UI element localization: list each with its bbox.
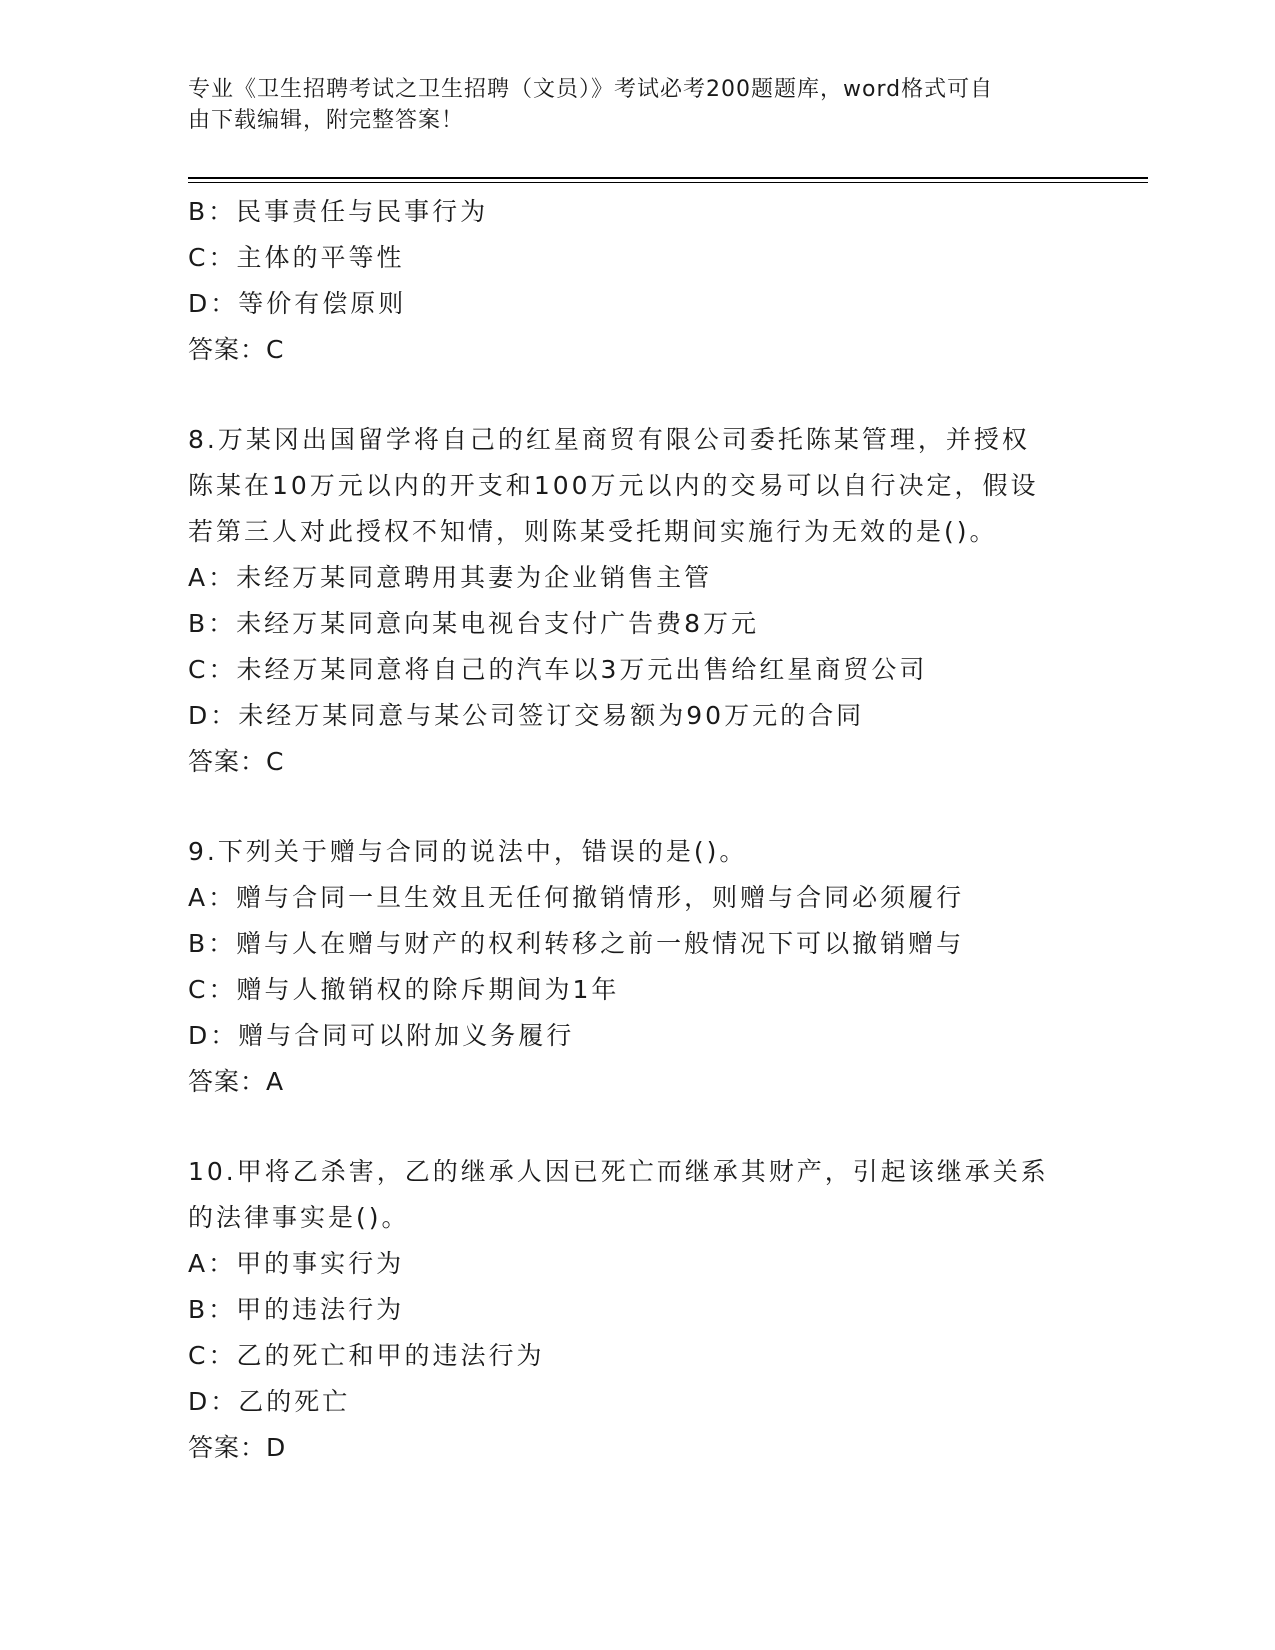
answer-line: 答案：C (188, 335, 285, 364)
option-c: C：赠与人撤销权的除斥期间为1年 (188, 975, 620, 1004)
option-c: C：主体的平等性 (188, 243, 405, 272)
question-9 (188, 829, 1088, 1105)
question-stem (188, 829, 1088, 875)
option-c: C：乙的死亡和甲的违法行为 (188, 1341, 545, 1370)
question-stem (188, 1149, 1088, 1241)
header-divider-thick (188, 177, 1148, 179)
option-c: C：未经万某同意将自己的汽车以3万元出售给红星商贸公司 (188, 655, 928, 684)
stem-line-2: 的法律事实是()。 (188, 1203, 410, 1232)
stem-line-2: 陈某在10万元以内的开支和100万元以内的交易可以自行决定，假设 (188, 471, 1039, 500)
question-7-continued (188, 189, 1088, 373)
option-b: B：赠与人在赠与财产的权利转移之前一般情况下可以撤销赠与 (188, 929, 965, 958)
answer-line: 答案：C (188, 747, 285, 776)
option-b: B：未经万某同意向某电视台支付广告费8万元 (188, 609, 760, 638)
stem-line-1: 10.甲将乙杀害，乙的继承人因已死亡而继承其财产，引起该继承关系 (188, 1157, 1049, 1186)
option-d: D：赠与合同可以附加义务履行 (188, 1021, 575, 1050)
option-a: A：赠与合同一旦生效且无任何撤销情形，则赠与合同必须履行 (188, 883, 965, 912)
spacer (188, 373, 1088, 417)
option-b: B：甲的违法行为 (188, 1295, 405, 1324)
option-d: D：等价有偿原则 (188, 289, 407, 318)
option-a: A：未经万某同意聘用其妻为企业销售主管 (188, 563, 713, 592)
question-10 (188, 1149, 1088, 1471)
header-divider-thin (188, 182, 1148, 183)
option-b: B：民事责任与民事行为 (188, 197, 489, 226)
question-list (188, 189, 1088, 1471)
document-header (188, 74, 1068, 136)
question-stem (188, 417, 1088, 555)
answer-line: 答案：A (188, 1067, 285, 1096)
question-8 (188, 417, 1088, 785)
answer-line: 答案：D (188, 1433, 287, 1462)
option-d: D：未经万某同意与某公司签订交易额为90万元的合同 (188, 701, 865, 730)
header-line-1: 专业《卫生招聘考试之卫生招聘（文员）》考试必考200题题库，word格式可自 (188, 77, 994, 102)
spacer (188, 785, 1088, 829)
spacer (188, 1105, 1088, 1149)
stem-line-1: 9.下列关于赠与合同的说法中，错误的是()。 (188, 837, 748, 866)
stem-line-3: 若第三人对此授权不知情，则陈某受托期间实施行为无效的是()。 (188, 517, 998, 546)
option-a: A：甲的事实行为 (188, 1249, 405, 1278)
header-line-2: 由下载编辑，附完整答案！ (188, 108, 465, 133)
option-d: D：乙的死亡 (188, 1387, 351, 1416)
stem-line-1: 8.万某冈出国留学将自己的红星商贸有限公司委托陈某管理，并授权 (188, 425, 1030, 454)
